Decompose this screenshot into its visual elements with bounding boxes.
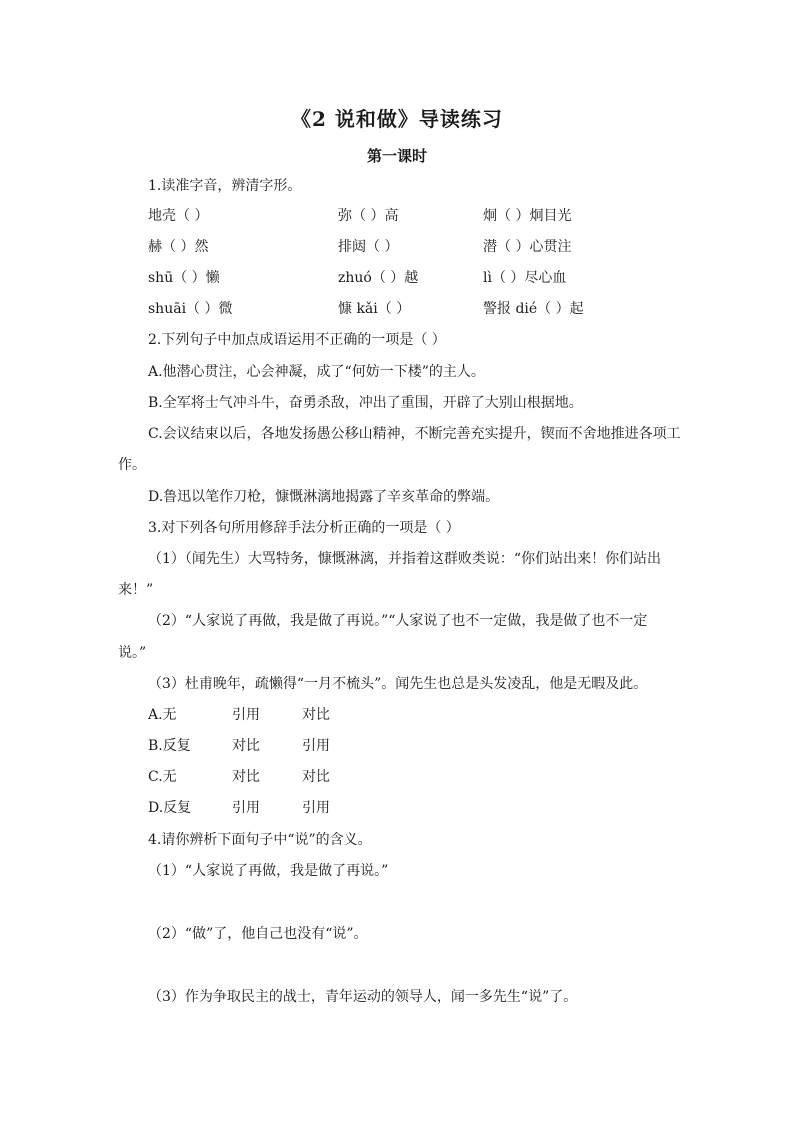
q2-option-c-cont: 作。 bbox=[118, 457, 146, 473]
q3-option-label: A.无 bbox=[148, 707, 177, 723]
q2-option-b: B.全军将士气冲斗牛，奋勇杀敌，冲出了重围，开辟了大别山根据地。 bbox=[148, 395, 583, 411]
q1-item: 排闼（ ） bbox=[338, 239, 399, 255]
q1-item: 炯（ ）炯目光 bbox=[483, 208, 572, 224]
q3-sentence-2: （2）“人家说了再做，我是做了再说。”“人家说了也不一定做，我是做了也不一定 bbox=[148, 613, 648, 629]
q3-prompt: 3.对下列各句所用修辞手法分析正确的一项是（ ） bbox=[148, 520, 460, 536]
q4-sentence-2: （2）“做”了，他自己也没有“说”。 bbox=[148, 926, 368, 942]
q3-sentence-1: （1）（闻先生）大骂特务，慷慨淋漓，并指着这群败类说：“你们站出来！你们站出 bbox=[148, 551, 662, 567]
q3-option-label: B.反复 bbox=[148, 738, 191, 754]
q1-item: 警报 dié（ ）起 bbox=[483, 301, 584, 317]
q1-item: 地壳（ ） bbox=[148, 208, 209, 224]
q3-sentence-1-cont: 来！” bbox=[118, 582, 154, 598]
q3-option-value: 引用 bbox=[232, 707, 260, 723]
q3-sentence-3: （3）杜甫晚年，疏懒得“一月不梳头”。闻先生也总是头发凌乱，他是无暇及此。 bbox=[148, 676, 648, 692]
q3-option-value: 对比 bbox=[302, 707, 330, 723]
q1-item: 潜（ ）心贯注 bbox=[483, 239, 572, 255]
q2-option-a: A.他潜心贯注，心会神凝，成了“何妨一下楼”的主人。 bbox=[148, 364, 485, 380]
q4-sentence-3: （3）作为争取民主的战士，青年运动的领导人，闻一多先生“说”了。 bbox=[148, 989, 578, 1005]
q1-item: 赫（ ）然 bbox=[148, 239, 209, 255]
q3-option-value: 引用 bbox=[302, 738, 330, 754]
q2-option-c: C.会议结束以后，各地发扬愚公移山精神，不断完善充实提升，锲而不舍地推进各项工 bbox=[148, 426, 681, 442]
q3-option-value: 对比 bbox=[232, 769, 260, 785]
q1-prompt: 1.读准字音，辨清字形。 bbox=[148, 178, 302, 194]
page-title: 《2 说和做》导读练习 bbox=[291, 107, 503, 131]
page-subtitle: 第一课时 bbox=[366, 147, 427, 165]
q1-item: 慷 kǎi（ ） bbox=[338, 301, 411, 317]
q3-option-value: 引用 bbox=[302, 800, 330, 816]
q1-item: shuāi（ ）微 bbox=[148, 301, 233, 317]
q4-sentence-1: （1）“人家说了再做，我是做了再说。” bbox=[148, 863, 389, 879]
q3-option-label: D.反复 bbox=[148, 800, 192, 816]
q1-item: shū（ ）懒 bbox=[148, 270, 220, 286]
q1-item: 弥（ ）高 bbox=[338, 208, 399, 224]
q3-sentence-2-cont: 说。” bbox=[118, 645, 147, 661]
q3-option-value: 对比 bbox=[232, 738, 260, 754]
q1-item: lì（ ）尽心血 bbox=[483, 270, 567, 286]
q4-prompt: 4.请你辨析下面句子中“说”的含义。 bbox=[148, 832, 372, 848]
q3-option-value: 对比 bbox=[302, 769, 330, 785]
q3-option-label: C.无 bbox=[148, 769, 177, 785]
q3-option-value: 引用 bbox=[232, 800, 260, 816]
q2-prompt: 2.下列句子中加点成语运用不正确的一项是（ ） bbox=[148, 332, 446, 348]
q2-option-d: D.鲁迅以笔作刀枪，慷慨淋漓地揭露了辛亥革命的弊端。 bbox=[148, 489, 500, 505]
q1-item: zhuó（ ）越 bbox=[338, 270, 419, 286]
